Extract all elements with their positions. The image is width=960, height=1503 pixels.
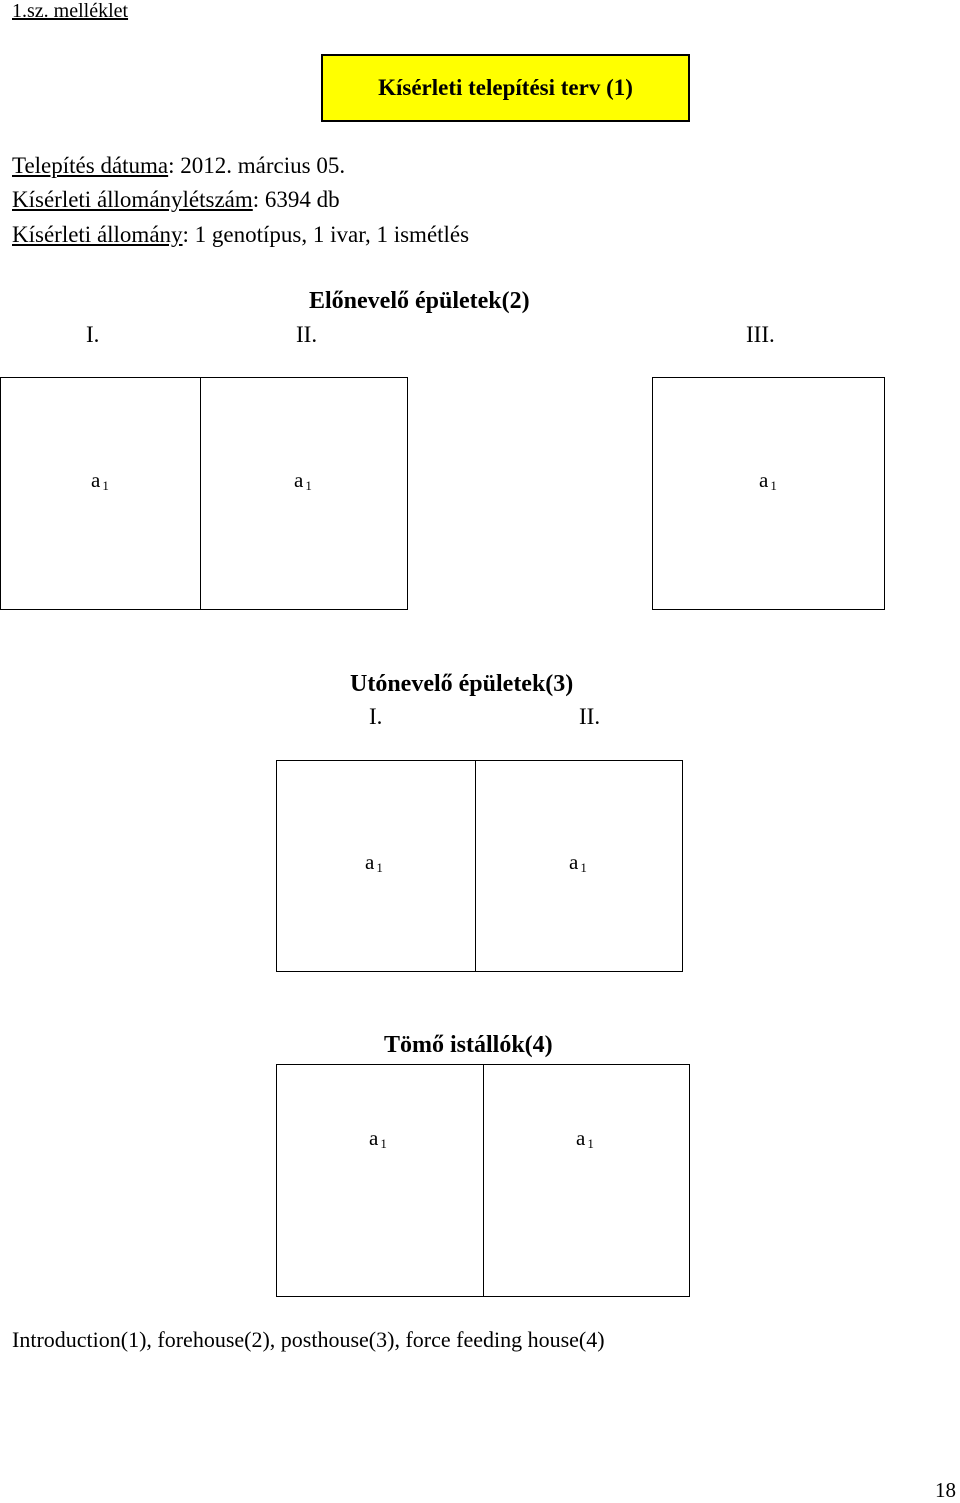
info-stock-label: Kísérleti állomány [12,222,183,247]
forcefeeding-cell-1 [369,1126,387,1152]
cell-letter: a [294,468,304,492]
forehouse-col-2: II. [296,322,318,347]
forehouse-col-1: I. [86,322,100,347]
info-date-value: : 2012. március 05. [168,153,346,178]
cell-letter: a [365,850,375,874]
cell-letter: a [569,850,579,874]
forehouse-col-3: III. [746,322,775,347]
posthouse-cell-1 [365,850,383,876]
cell-subscript: 1 [770,478,777,493]
cell-subscript: 1 [305,478,312,493]
forcefeeding-box-1 [276,1064,484,1297]
posthouse-col-1: I. [369,704,383,729]
cell-letter: a [759,468,769,492]
forehouse-title: Előnevelő épületek(2) [309,288,530,314]
cell-subscript: 1 [580,860,587,875]
cell-subscript: 1 [587,1136,594,1151]
forcefeeding-box-2 [483,1064,690,1297]
plan-title-box [321,54,690,122]
forehouse-cell-1 [91,468,109,494]
cell-letter: a [91,468,101,492]
posthouse-col-2: II. [579,704,601,729]
cell-letter: a [369,1126,379,1150]
forcefeeding-title: Tömő istállók(4) [384,1032,553,1058]
forehouse-cell-2 [294,468,312,494]
cell-subscript: 1 [102,478,109,493]
info-date-label: Telepítés dátuma [12,153,169,178]
cell-subscript: 1 [380,1136,387,1151]
posthouse-title: Utónevelő épületek(3) [350,671,574,697]
info-stock [12,222,469,248]
legend-footer: Introduction(1), forehouse(2), posthouse(3), force feeding house(4) [12,1327,605,1352]
forehouse-cell-3 [759,468,777,494]
plan-title: Kísérleti telepítési terv (1) [378,75,633,100]
appendix-label: 1.sz. melléklet [12,0,129,22]
forcefeeding-cell-2 [576,1126,594,1152]
posthouse-cell-2 [569,850,587,876]
info-date [12,153,345,179]
cell-letter: a [576,1126,586,1150]
info-stock-value: : 1 genotípus, 1 ivar, 1 ismétlés [182,222,470,247]
info-count [12,187,340,213]
info-count-value: : 6394 db [252,187,340,212]
info-count-label: Kísérleti állománylétszám [12,187,253,212]
page-number: 18 [935,1478,956,1502]
cell-subscript: 1 [376,860,383,875]
